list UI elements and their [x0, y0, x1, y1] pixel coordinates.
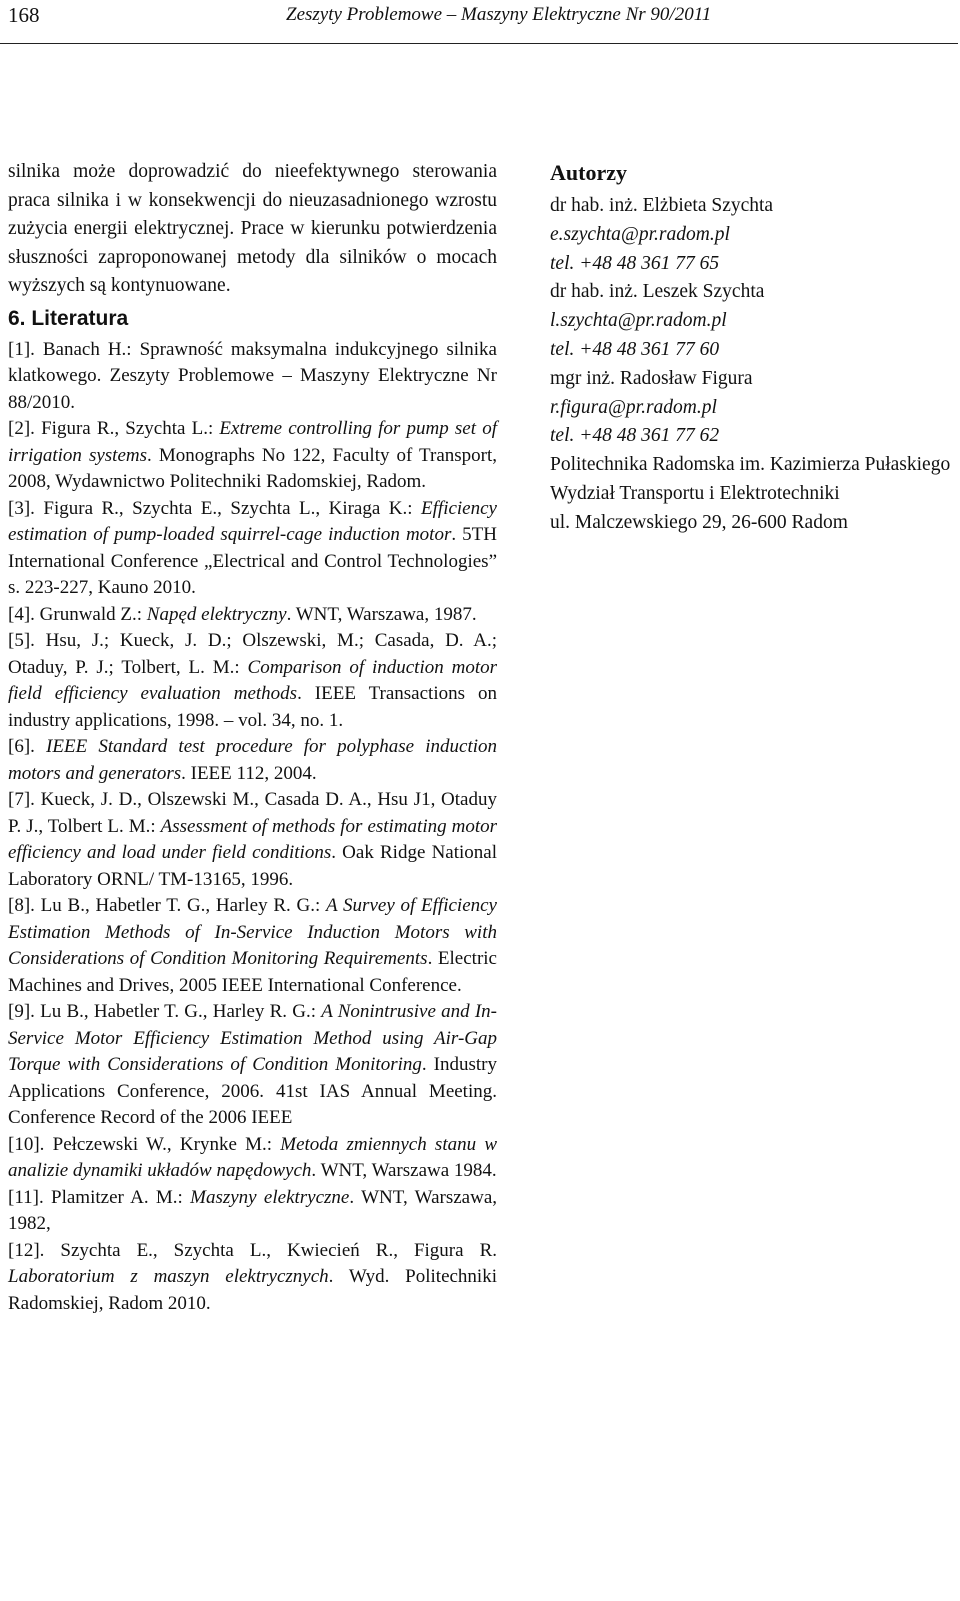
- reference-source: . Oak Ridge National Laboratory ORNL/ TM-13165, 1996.: [8, 842, 497, 890]
- reference-authors: Banach H.:: [34, 338, 140, 360]
- reference-source: . WNT, Warszawa, 1987.: [286, 603, 477, 625]
- author-line: Wydział Transportu i Elektrotechniki: [550, 482, 840, 504]
- author-email[interactable]: r.figura@pr.radom.pl: [550, 396, 717, 418]
- reference-item: [8, 734, 497, 787]
- reference-list: [8, 337, 497, 1318]
- reference-item: [8, 602, 497, 629]
- reference-title: Assessment of methods for estimating motor efficiency and load under field conditions: [8, 815, 497, 863]
- reference-item: [8, 1238, 497, 1318]
- reference-title: A Nonintrusive and In-Service Motor Efficiency Estimation Method using Air-Gap Torque with Considerations of Condition Monitoring: [8, 1001, 497, 1075]
- reference-title: Sprawność maksymalna indukcyjnego silnika klatkowego.: [8, 338, 497, 386]
- reference-source: . IEEE Transactions on industry applications, 1998. – vol. 34, no. 1.: [8, 683, 497, 731]
- reference-authors: Figura R., Szychta L.:: [34, 418, 220, 439]
- left-column: [8, 158, 497, 1317]
- reference-authors: [35, 736, 46, 757]
- author-email[interactable]: e.szychta@pr.radom.pl: [550, 223, 730, 245]
- reference-source: . WNT, Warszawa, 1982,: [8, 1186, 498, 1234]
- authors-heading: Autorzy: [550, 160, 627, 185]
- reference-title: Napęd elektryczny: [146, 603, 287, 625]
- journal-title: Zeszyty Problemowe – Maszyny Elektryczne Nr 90/2011: [286, 4, 712, 25]
- section-heading: 6. Literatura: [8, 306, 129, 330]
- author-line: Politechnika Radomska im. Kazimierza Pułaskiego: [550, 454, 951, 476]
- reference-item: [8, 787, 497, 893]
- reference-number: [3].: [8, 497, 35, 519]
- reference-item: [8, 1132, 497, 1185]
- reference-number: [7].: [8, 789, 35, 810]
- reference-number: [2].: [8, 418, 35, 439]
- right-column: [550, 158, 960, 538]
- reference-authors: Hsu, J.; Kueck, J. D.; Olszewski, M.; Casada, D. A.; Otaduy, P. J.; Tolbert, L. M.:: [8, 630, 497, 678]
- reference-item: [8, 337, 497, 417]
- author-phone: tel. +48 48 361 77 65: [550, 252, 720, 274]
- reference-authors: Kueck, J. D., Olszewski M., Casada D. A., Hsu J1, Otaduy P. J., Tolbert L. M.:: [8, 789, 497, 837]
- author-line: dr hab. inż. Leszek Szychta: [550, 281, 765, 303]
- reference-source: . Monographs No 122, Faculty of Transport, 2008, Wydawnictwo Politechniki Radomskiej, Radom.: [8, 444, 498, 492]
- authors-block: [550, 192, 960, 538]
- reference-number: [9].: [8, 1001, 35, 1022]
- page-number: 168: [8, 3, 40, 27]
- reference-number: [11].: [8, 1186, 44, 1208]
- author-line: mgr inż. Radosław Figura: [550, 367, 753, 389]
- reference-item: [8, 1185, 497, 1238]
- reference-source: . Industry Applications Conference, 2006. 41st IAS Annual Meeting. Conference Record of the 2006 IEEE: [8, 1054, 497, 1128]
- author-phone: tel. +48 48 361 77 62: [550, 425, 720, 447]
- reference-number: [1].: [8, 338, 35, 360]
- reference-title: Maszyny elektryczne: [190, 1186, 350, 1208]
- author-line: dr hab. inż. Elżbieta Szychta: [550, 195, 774, 216]
- author-line: ul. Malczewskiego 29, 26-600 Radom: [550, 511, 848, 533]
- reference-authors: Figura R., Szychta E., Szychta L., Kiraga K.:: [34, 497, 422, 519]
- reference-title: IEEE Standard test procedure for polyphase induction motors and generators: [8, 736, 498, 784]
- author-phone: tel. +48 48 361 77 60: [550, 338, 720, 360]
- reference-source: Zeszyty Problemowe – Maszyny Elektryczne Nr 88/2010.: [8, 365, 497, 413]
- reference-authors: Plamitzer A. M.:: [43, 1186, 191, 1208]
- reference-item: [8, 999, 497, 1132]
- reference-source: . WNT, Warszawa 1984.: [311, 1160, 497, 1181]
- header-rule: [0, 43, 958, 44]
- reference-source: . Wyd. Politechniki Radomskiej, Radom 2010.: [8, 1266, 497, 1314]
- reference-source: . IEEE 112, 2004.: [181, 762, 317, 784]
- reference-item: [8, 628, 497, 734]
- reference-number: [6].: [8, 736, 35, 757]
- reference-title: Comparison of induction motor field efficiency evaluation methods: [8, 656, 497, 704]
- reference-number: [8].: [8, 895, 35, 916]
- reference-authors: Lu B., Habetler T. G., Harley R. G.:: [34, 1001, 322, 1022]
- reference-title: Efficiency estimation of pump-loaded squirrel-cage induction motor: [8, 497, 497, 545]
- reference-title: Metoda zmiennych stanu w analizie dynamiki układów napędowych: [8, 1133, 497, 1181]
- author-email[interactable]: l.szychta@pr.radom.pl: [550, 310, 727, 332]
- reference-item: [8, 893, 497, 999]
- reference-source: . Electric Machines and Drives, 2005 IEEE International Conference.: [8, 948, 497, 996]
- reference-authors: Szychta E., Szychta L., Kwiecień R., Figura R.: [44, 1239, 497, 1261]
- reference-title: Extreme controlling for pump set of irrigation systems: [8, 418, 497, 466]
- reference-item: [8, 416, 497, 496]
- page-header: [0, 0, 960, 44]
- reference-title: Laboratorium z maszyn elektrycznych: [8, 1266, 329, 1287]
- reference-number: [10].: [8, 1133, 45, 1155]
- intro-paragraph: silnika może doprowadzić do nieefektywnego sterowania praca silnika i w konsekwencji do nieuzasadnionego wzrostu zużycia energii elektrycznej. Prace w kierunku potwierdzenia słuszności zaproponowanej metody dla silników o mocach wyższych są kontynuowane.: [8, 161, 497, 296]
- reference-number: [5].: [8, 630, 35, 651]
- reference-authors: Pełczewski W., Krynke M.:: [44, 1133, 281, 1155]
- reference-authors: Grunwald Z.:: [34, 603, 147, 625]
- reference-item: [8, 496, 497, 602]
- reference-source: . 5TH International Conference „Electrical and Control Technologies” s. 223-227, Kauno 2010.: [8, 524, 498, 598]
- reference-number: [12].: [8, 1239, 45, 1261]
- reference-number: [4].: [8, 603, 35, 625]
- reference-title: A Survey of Efficiency Estimation Methods of In-Service Induction Motors with Considerations of Condition Monitoring Requirements: [8, 895, 497, 969]
- reference-authors: Lu B., Habetler T. G., Harley R. G.:: [34, 895, 327, 916]
